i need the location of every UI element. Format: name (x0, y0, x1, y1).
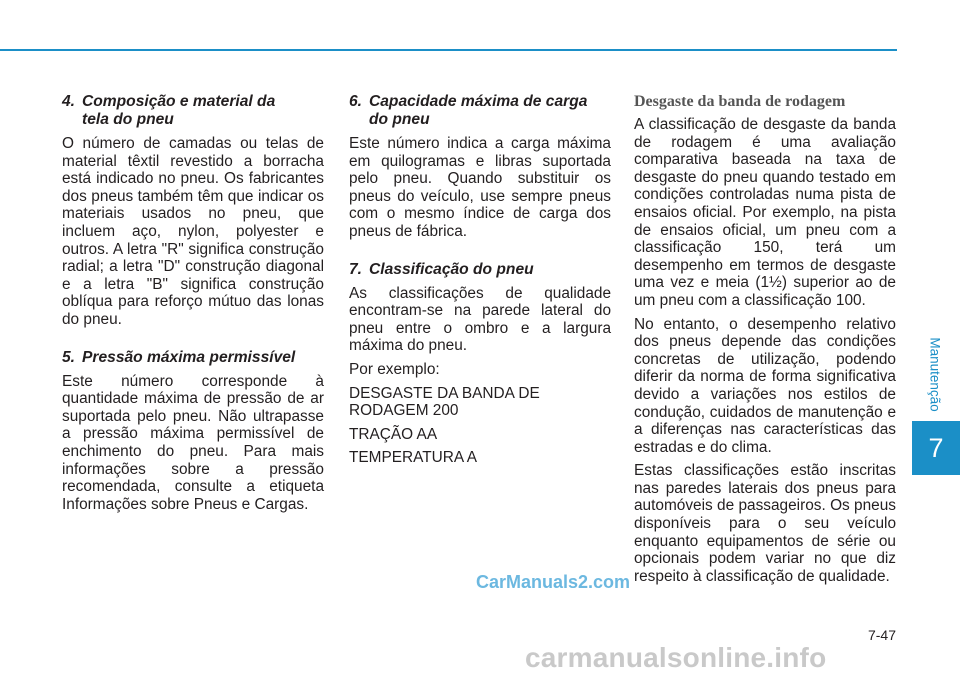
paragraph-max-load: Este número indica a carga máxima em quilogramas e libras suportada pelo pneu. Quando substituir os pneus do veículo, use sempre pneus com o mesmo índice de carga dos pneus de fábrica. (349, 135, 611, 240)
paragraph-max-pressure: Este número corresponde à quantidade máxima de pressão de ar suportada pelo pneu. Não ultrapasse a pressão máxima permissível de enchimento do pneu. Para mais informações sobre a pressão recomendada, consulte a etiqueta Informações sobre Pneus e Cargas. (62, 372, 324, 513)
chapter-label: Manutenção (927, 336, 943, 412)
paragraph-treadwear-2: No entanto, o desempenho relativo dos pneus depende das condições concretas de utilização, podendo diferir da norma de forma significativa devido a variações nos estilos de condução, cuidados de manutenção e a diferenças nas características das estradas e do clima. (634, 315, 896, 456)
column-3 (634, 93, 896, 591)
paragraph-tire-grading: As classificações de qualidade encontram-se na parede lateral do pneu entre o ombro e a largura máxima do pneu. (349, 284, 611, 355)
example-temperature: TEMPERATURA A (349, 449, 477, 467)
example-traction: TRAÇÃO AA (349, 425, 438, 443)
example-treadwear: DESGASTE DA BANDA DE RODAGEM 200 (349, 384, 540, 420)
example-label: Por exemplo: (349, 360, 440, 378)
heading-max-pressure: 5. Pressão máxima permissível (62, 348, 296, 366)
column-2 (349, 93, 611, 473)
paragraph-tire-composition: O número de camadas ou telas de material têxtil revestido a borracha está indicado no pneu. Os fabricantes dos pneus também têm que indicar os materiais usados no pneu, que incluem aço, nylon, polyester e outros. A letra "R" significa construção radial; a letra "D" construção diagonal e a letra "B" significa construção oblíqua para reforço mútuo das lonas do pneu. (62, 135, 324, 328)
heading-tire-grading: 7. Classificação do pneu (349, 260, 534, 278)
watermark-carmanuals[interactable]: CarManuals2.com (476, 572, 631, 592)
watermark-footer[interactable]: carmanualsonline.info (525, 642, 827, 673)
header-rule (0, 49, 897, 51)
paragraph-treadwear-3: Estas classificações estão inscritas nas paredes laterais dos pneus para automóveis de passageiros. Os pneus disponíveis para o seu veículo enquanto equipamentos de série ou opcionais podem variar no que diz respeito à classificação de qualidade. (634, 462, 896, 585)
heading-max-load: 6. Capacidade máxima de carga do pneu (349, 93, 588, 128)
heading-tire-composition: 4. Composição e material da tela do pneu (62, 93, 276, 128)
page-number: 7-47 (867, 627, 896, 643)
column-1 (62, 93, 324, 519)
paragraph-treadwear-1: A classificação de desgaste da banda de rodagem é uma avaliação comparativa baseada na taxa de desgaste do pneu quando testado em condições controladas numa pista de ensaios oficial. Por exemplo, na pista de ensaios oficial, um pneu com a classificação 150, terá um desempenho em termos de desgaste uma vez e meia (1½) superior ao de um pneu com a classificação 100. (634, 116, 896, 309)
chapter-tab: 7 (912, 421, 960, 475)
heading-treadwear: Desgaste da banda de rodagem (634, 93, 846, 110)
